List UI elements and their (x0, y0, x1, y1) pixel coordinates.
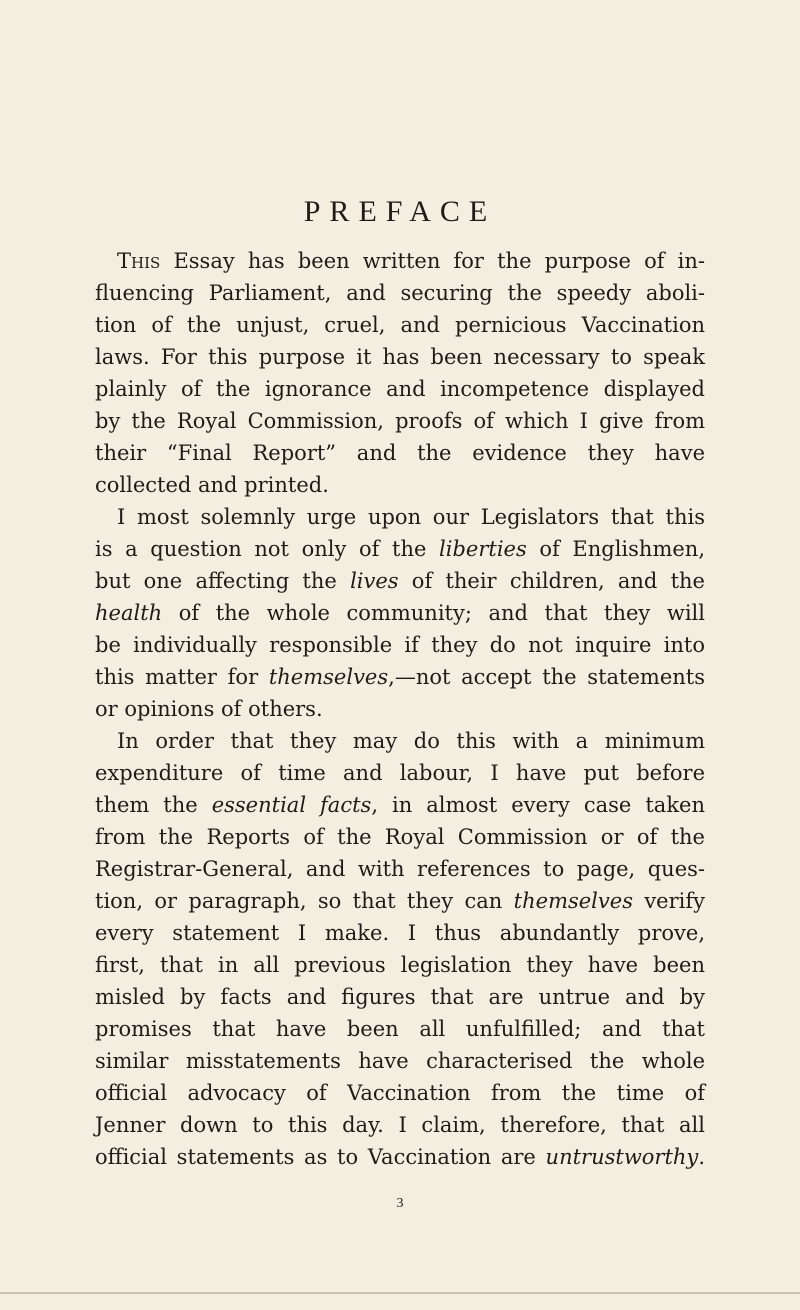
text-line: fluencing Parliament, and securing the speedy aboli- (95, 281, 705, 305)
text-line: Jenner down to this day. I claim, therefore, that all (95, 1113, 705, 1137)
page-title: PREFACE (303, 195, 497, 228)
text-line: by the Royal Commission, proofs of which I give from (95, 409, 705, 433)
text-line: official advocacy of Vaccination from the time of (95, 1081, 705, 1105)
text-line: This Essay has been written for the purpose of in- (117, 249, 705, 273)
text-line: promises that have been all unfulfilled; and that (95, 1017, 705, 1041)
paragraph-1 (95, 245, 705, 501)
text-line: be individually responsible if they do not inquire into (95, 633, 705, 657)
text-line: I most solemnly urge upon our Legislators that this (117, 505, 705, 529)
text-line: but one affecting the lives of their children, and the (95, 569, 705, 593)
text-line: In order that they may do this with a minimum (117, 729, 705, 753)
page-number: 3 (396, 1196, 404, 1211)
text-line: official statements as to Vaccination are untrustworthy. (95, 1145, 705, 1169)
text-line: plainly of the ignorance and incompetence displayed (95, 377, 705, 401)
paragraph-3 (95, 725, 705, 1173)
text-line: them the essential facts, in almost every case taken (95, 793, 705, 817)
text-line: laws. For this purpose it has been necessary to speak (95, 345, 705, 369)
text-line: misled by facts and figures that are untrue and by (95, 985, 705, 1009)
page-edge-divider (0, 1292, 800, 1294)
text-line: is a question not only of the liberties of Englishmen, (95, 537, 705, 561)
text-line: collected and printed. (95, 473, 329, 497)
paragraph-2 (95, 501, 705, 725)
text-line: first, that in all previous legislation they have been (95, 953, 705, 977)
text-line: expenditure of time and labour, I have put before (95, 761, 705, 785)
text-line: from the Reports of the Royal Commission or of the (95, 825, 705, 849)
text-line: health of the whole community; and that they will (95, 601, 705, 625)
text-line: this matter for themselves,—not accept the statements (95, 665, 705, 689)
text-line: tion, or paragraph, so that they can themselves verify (95, 889, 705, 913)
text-line: tion of the unjust, cruel, and pernicious Vaccination (95, 313, 705, 337)
text-line: similar misstatements have characterised the whole (95, 1049, 705, 1073)
text-line: every statement I make. I thus abundantly prove, (95, 921, 705, 945)
preface-body (95, 245, 705, 1173)
text-line: their “Final Report” and the evidence they have (95, 441, 705, 465)
text-line: or opinions of others. (95, 697, 323, 721)
text-line: Registrar-General, and with references to page, ques- (95, 857, 705, 881)
